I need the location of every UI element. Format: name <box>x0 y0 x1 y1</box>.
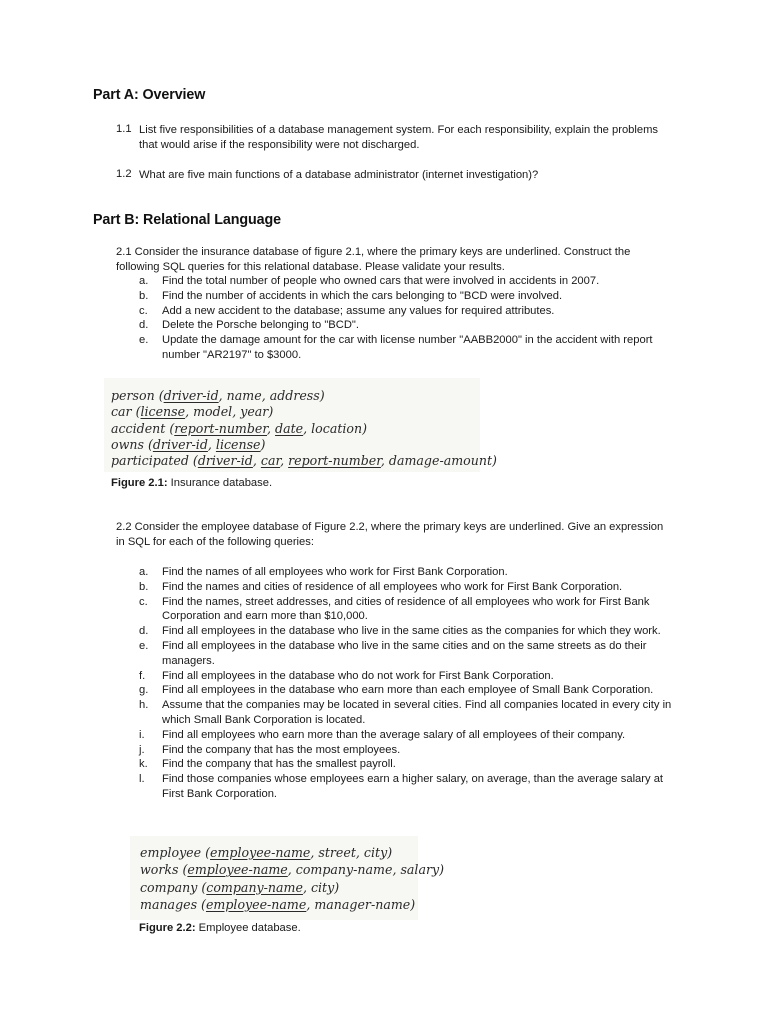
relation-name: person ( <box>111 388 164 403</box>
list-marker: i. <box>139 728 145 741</box>
separator: , <box>252 453 261 469</box>
relation-name: participated ( <box>111 453 198 469</box>
primary-key-attribute: license <box>140 404 186 420</box>
list-item <box>139 743 682 758</box>
separator: , <box>310 845 319 860</box>
caption-label: Figure 2.1: <box>111 477 168 489</box>
question-number: 1.2 <box>116 168 132 180</box>
separator: ) <box>334 879 340 895</box>
separator: ) <box>410 896 416 912</box>
separator: ) <box>362 420 368 436</box>
list-item <box>139 728 682 743</box>
list-marker: d. <box>139 319 149 332</box>
caption-label: Figure 2.2: <box>139 922 196 934</box>
question-2-1-intro: 2.1 Consider the insurance database of figure 2.1, where the primary keys are underlined. Construct the following SQL queries for this relational database. Please validate your results. <box>116 246 631 273</box>
list-item-text: Add a new accident to the database; assume any values for required attributes. <box>162 304 555 317</box>
attribute: company-name <box>295 862 393 878</box>
list-item <box>139 304 682 319</box>
question-2-2-list <box>139 565 682 802</box>
primary-key-attribute: driver-id <box>197 453 253 469</box>
list-marker: a. <box>139 275 149 287</box>
question-2-2-intro: 2.2 Consider the employee database of Figure 2.2, where the primary keys are underlined. Give an expression in SQL for each of the following queries: <box>116 521 664 548</box>
separator: ) <box>387 845 393 860</box>
list-marker: b. <box>139 580 149 593</box>
primary-key-attribute: driver-id <box>163 388 219 403</box>
list-item-text: Find the total number of people who owned cars that were involved in accidents in 2007. <box>162 275 600 287</box>
question-text: What are five main functions of a database administrator (internet investigation)? <box>139 169 539 181</box>
primary-key-attribute: car <box>260 453 281 469</box>
schema-relation <box>111 388 325 403</box>
list-item <box>139 698 682 728</box>
list-item <box>139 565 682 580</box>
separator: ) <box>319 388 325 403</box>
schema-relation <box>140 897 415 912</box>
list-item-text: Find the company that has the smallest payroll. <box>162 758 396 771</box>
list-item <box>139 757 682 772</box>
relation-name: accident ( <box>111 420 175 436</box>
attribute: address <box>269 388 320 403</box>
question-number: 1.1 <box>116 123 132 135</box>
attribute: manager-name <box>314 896 411 912</box>
attribute: city <box>363 845 388 860</box>
separator: ) <box>268 404 274 420</box>
separator: , <box>303 420 312 436</box>
list-item <box>139 772 682 802</box>
list-item <box>139 580 682 595</box>
list-item <box>139 595 682 625</box>
separator: , <box>380 453 389 469</box>
separator: , <box>261 388 270 403</box>
separator: ) <box>439 862 445 878</box>
list-marker: g. <box>139 684 149 697</box>
list-item <box>139 669 682 684</box>
primary-key-attribute: company-name <box>206 879 303 895</box>
separator: , <box>392 862 401 878</box>
relation-name: car ( <box>111 404 141 420</box>
primary-key-attribute: date <box>275 420 304 436</box>
separator: , <box>302 879 311 895</box>
separator: ) <box>492 453 497 469</box>
attribute: name <box>226 388 262 403</box>
figure-2-2-caption <box>139 922 301 934</box>
attribute: location <box>311 420 363 436</box>
caption-text: Insurance database. <box>167 477 273 489</box>
list-marker: j. <box>139 743 145 756</box>
list-item-text: Find all employees in the database who live in the same cities as the companies for which they work. <box>162 625 661 638</box>
relation-name: owns ( <box>111 436 153 452</box>
list-item-text: Find the names and cities of residence of all employees who work for First Bank Corporation. <box>162 580 623 593</box>
list-item <box>139 624 682 639</box>
list-marker: d. <box>139 625 149 638</box>
primary-key-attribute: employee-name <box>210 845 311 860</box>
attribute: model <box>193 404 233 420</box>
caption-text: Employee database. <box>195 922 301 934</box>
list-item <box>139 683 682 698</box>
figure-2-1-caption <box>111 477 272 489</box>
part-a-heading: Part A: Overview <box>93 87 206 103</box>
list-marker: c. <box>139 595 148 608</box>
schema-relation <box>140 845 392 860</box>
question-text: List five responsibilities of a database management system. For each responsibility, explain the problems that would arise if the responsibility were not discharged. <box>139 124 659 151</box>
list-item <box>139 333 682 363</box>
list-marker: e. <box>139 639 149 652</box>
schema-relation <box>111 453 497 468</box>
list-item-text: Find those companies whose employees earn a higher salary, on average, than the average salary at First Bank Corporation. <box>162 773 664 800</box>
relation-name: works ( <box>140 862 188 878</box>
primary-key-attribute: license <box>215 436 261 452</box>
list-item-text: Find all employees in the database who do not work for First Bank Corporation. <box>162 669 554 682</box>
list-item-text: Assume that the companies may be located in several cities. Find all companies located in every city in which Small Bank Corporation is located. <box>162 699 672 726</box>
list-item-text: Find all employees who earn more than the average salary of all employees of their company. <box>162 728 626 741</box>
list-item-text: Find the names, street addresses, and cities of residence of all employees who work for First Bank Corporation and earn more than $10,000. <box>162 595 650 623</box>
separator: , <box>267 420 276 436</box>
list-marker: c. <box>139 304 148 317</box>
list-marker: l. <box>139 773 145 786</box>
relation-name: company ( <box>140 879 207 895</box>
list-item-text: Delete the Porsche belonging to "BCD". <box>162 319 359 332</box>
primary-key-attribute: report-number <box>288 453 381 469</box>
list-item-text: Find all employees in the database who live in the same cities and on the same streets as do their managers. <box>162 639 647 667</box>
separator: , <box>207 436 216 452</box>
separator: ) <box>260 436 266 452</box>
list-item <box>139 318 682 333</box>
attribute: damage-amount <box>388 453 493 469</box>
list-marker: a. <box>139 566 149 578</box>
schema-relation <box>140 862 444 877</box>
schema-relation <box>140 880 339 895</box>
separator: , <box>218 388 227 403</box>
separator: , <box>287 862 296 878</box>
separator: , <box>185 404 194 420</box>
primary-key-attribute: employee-name <box>187 862 288 878</box>
relation-name: manages ( <box>140 896 206 912</box>
separator: , <box>232 404 241 420</box>
list-item-text: Find the names of all employees who work for First Bank Corporation. <box>162 566 508 578</box>
primary-key-attribute: driver-id <box>152 436 208 452</box>
list-item-text: Find the company that has the most employees. <box>162 743 401 756</box>
list-marker: h. <box>139 699 149 712</box>
list-item-text: Find all employees in the database who earn more than each employee of Small Bank Corporation. <box>162 684 654 697</box>
list-item <box>139 274 682 289</box>
separator: , <box>280 453 289 469</box>
attribute: salary <box>400 862 440 878</box>
list-marker: f. <box>139 669 146 682</box>
attribute: city <box>310 879 335 895</box>
primary-key-attribute: employee-name <box>205 896 307 912</box>
list-marker: b. <box>139 289 149 302</box>
schema-relation <box>111 404 273 419</box>
list-marker: e. <box>139 334 149 347</box>
schema-relation <box>111 421 367 436</box>
relation-name: employee ( <box>140 845 211 860</box>
list-item-text: Update the damage amount for the car with license number "AABB2000" in the accident with report number "AR2197" to $3000. <box>162 334 653 361</box>
separator: , <box>355 845 364 860</box>
list-item <box>139 639 682 669</box>
schema-relation <box>111 437 265 452</box>
attribute: street <box>318 845 356 860</box>
attribute: year <box>240 404 269 420</box>
part-b-heading: Part B: Relational Language <box>93 212 281 228</box>
list-item <box>139 289 682 304</box>
list-item-text: Find the number of accidents in which the cars belonging to "BCD were involved. <box>162 289 563 302</box>
primary-key-attribute: report-number <box>174 420 268 436</box>
question-2-1-list <box>139 274 682 363</box>
separator: , <box>306 896 315 912</box>
list-marker: k. <box>139 758 148 771</box>
